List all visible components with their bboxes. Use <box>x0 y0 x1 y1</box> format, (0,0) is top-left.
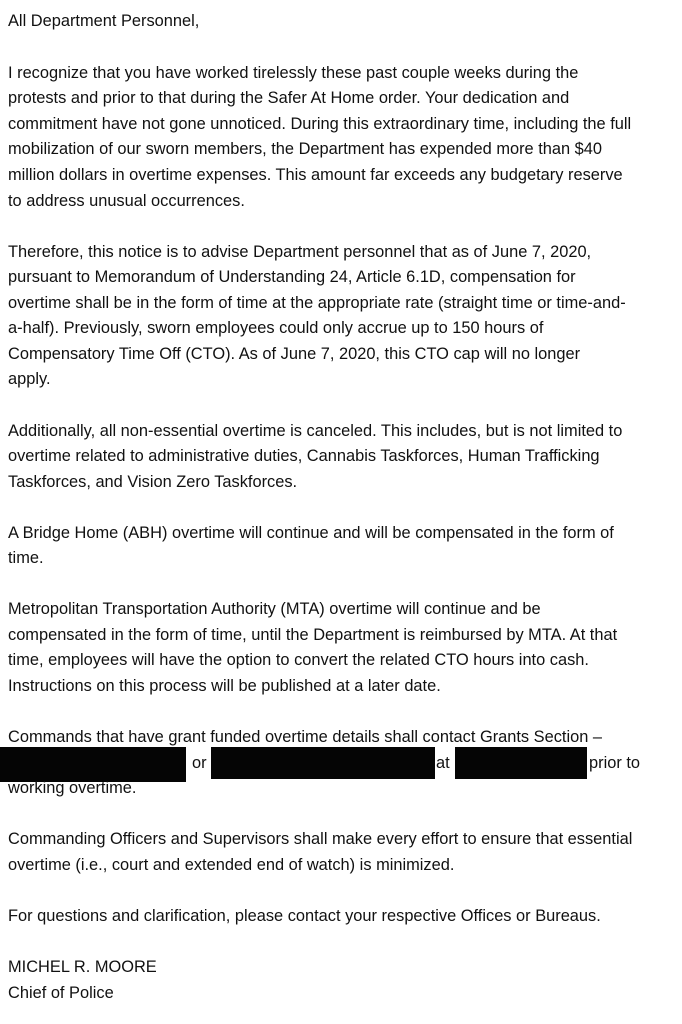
paragraph-2-line: Therefore, this notice is to advise Department personnel that as of June 7, 2020, <box>8 243 592 261</box>
paragraph-5-line: Instructions on this process will be published at a later date. <box>8 677 441 695</box>
salutation: All Department Personnel, <box>8 12 200 30</box>
redaction-block <box>455 747 587 779</box>
paragraph-7-line: Commanding Officers and Supervisors shall make every effort to ensure that essential <box>8 830 633 848</box>
word-prior-to: prior to <box>589 754 641 772</box>
paragraph-7-line: overtime (i.e., court and extended end of watch) is minimized. <box>8 856 455 874</box>
paragraph-4-line: A Bridge Home (ABH) overtime will continue and will be compensated in the form of <box>8 524 614 542</box>
paragraph-2-line: a-half). Previously, sworn employees could only accrue up to 150 hours of <box>8 319 544 337</box>
paragraph-3-line: Additionally, all non-essential overtime is canceled. This includes, but is not limited to <box>8 422 623 440</box>
paragraph-2-line: apply. <box>8 370 51 388</box>
paragraph-3-line: Taskforces, and Vision Zero Taskforces. <box>8 473 298 491</box>
word-at: at <box>436 754 450 772</box>
paragraph-1-line: million dollars in overtime expenses. This amount far exceeds any budgetary reserve <box>8 166 623 184</box>
paragraph-2-line: Compensatory Time Off (CTO). As of June 7, 2020, this CTO cap will no longer <box>8 345 581 363</box>
paragraph-1-line: to address unusual occurrences. <box>8 192 245 210</box>
paragraph-2-line: pursuant to Memorandum of Understanding 24, Article 6.1D, compensation for <box>8 268 576 286</box>
paragraph-6-line: Commands that have grant funded overtime details shall contact Grants Section – <box>8 728 603 746</box>
paragraph-5-line: time, employees will have the option to convert the related CTO hours into cash. <box>8 651 589 669</box>
paragraph-5-line: compensated in the form of time, until the Department is reimbursed by MTA. At that <box>8 626 618 644</box>
paragraph-1-line: protests and prior to that during the Safer At Home order. Your dedication and <box>8 89 570 107</box>
word-or: or <box>192 754 207 772</box>
paragraph-6-line: working overtime. <box>8 779 137 797</box>
signature-name: MICHEL R. MOORE <box>8 958 157 976</box>
paragraph-3-line: overtime related to administrative duties, Cannabis Taskforces, Human Trafficking <box>8 447 600 465</box>
paragraph-4-line: time. <box>8 549 44 567</box>
paragraph-1-line: commitment have not gone unnoticed. During this extraordinary time, including the full <box>8 115 632 133</box>
signature-title: Chief of Police <box>8 984 114 1002</box>
paragraph-1-line: I recognize that you have worked tirelessly these past couple weeks during the <box>8 64 579 82</box>
paragraph-8-line: For questions and clarification, please contact your respective Offices or Bureaus. <box>8 907 601 925</box>
paragraph-2-line: overtime shall be in the form of time at the appropriate rate (straight time or time-and- <box>8 294 626 312</box>
paragraph-1-line: mobilization of our sworn members, the Department has expended more than $40 <box>8 140 603 158</box>
redaction-block <box>211 747 435 779</box>
paragraph-5-line: Metropolitan Transportation Authority (MTA) overtime will continue and be <box>8 600 541 618</box>
